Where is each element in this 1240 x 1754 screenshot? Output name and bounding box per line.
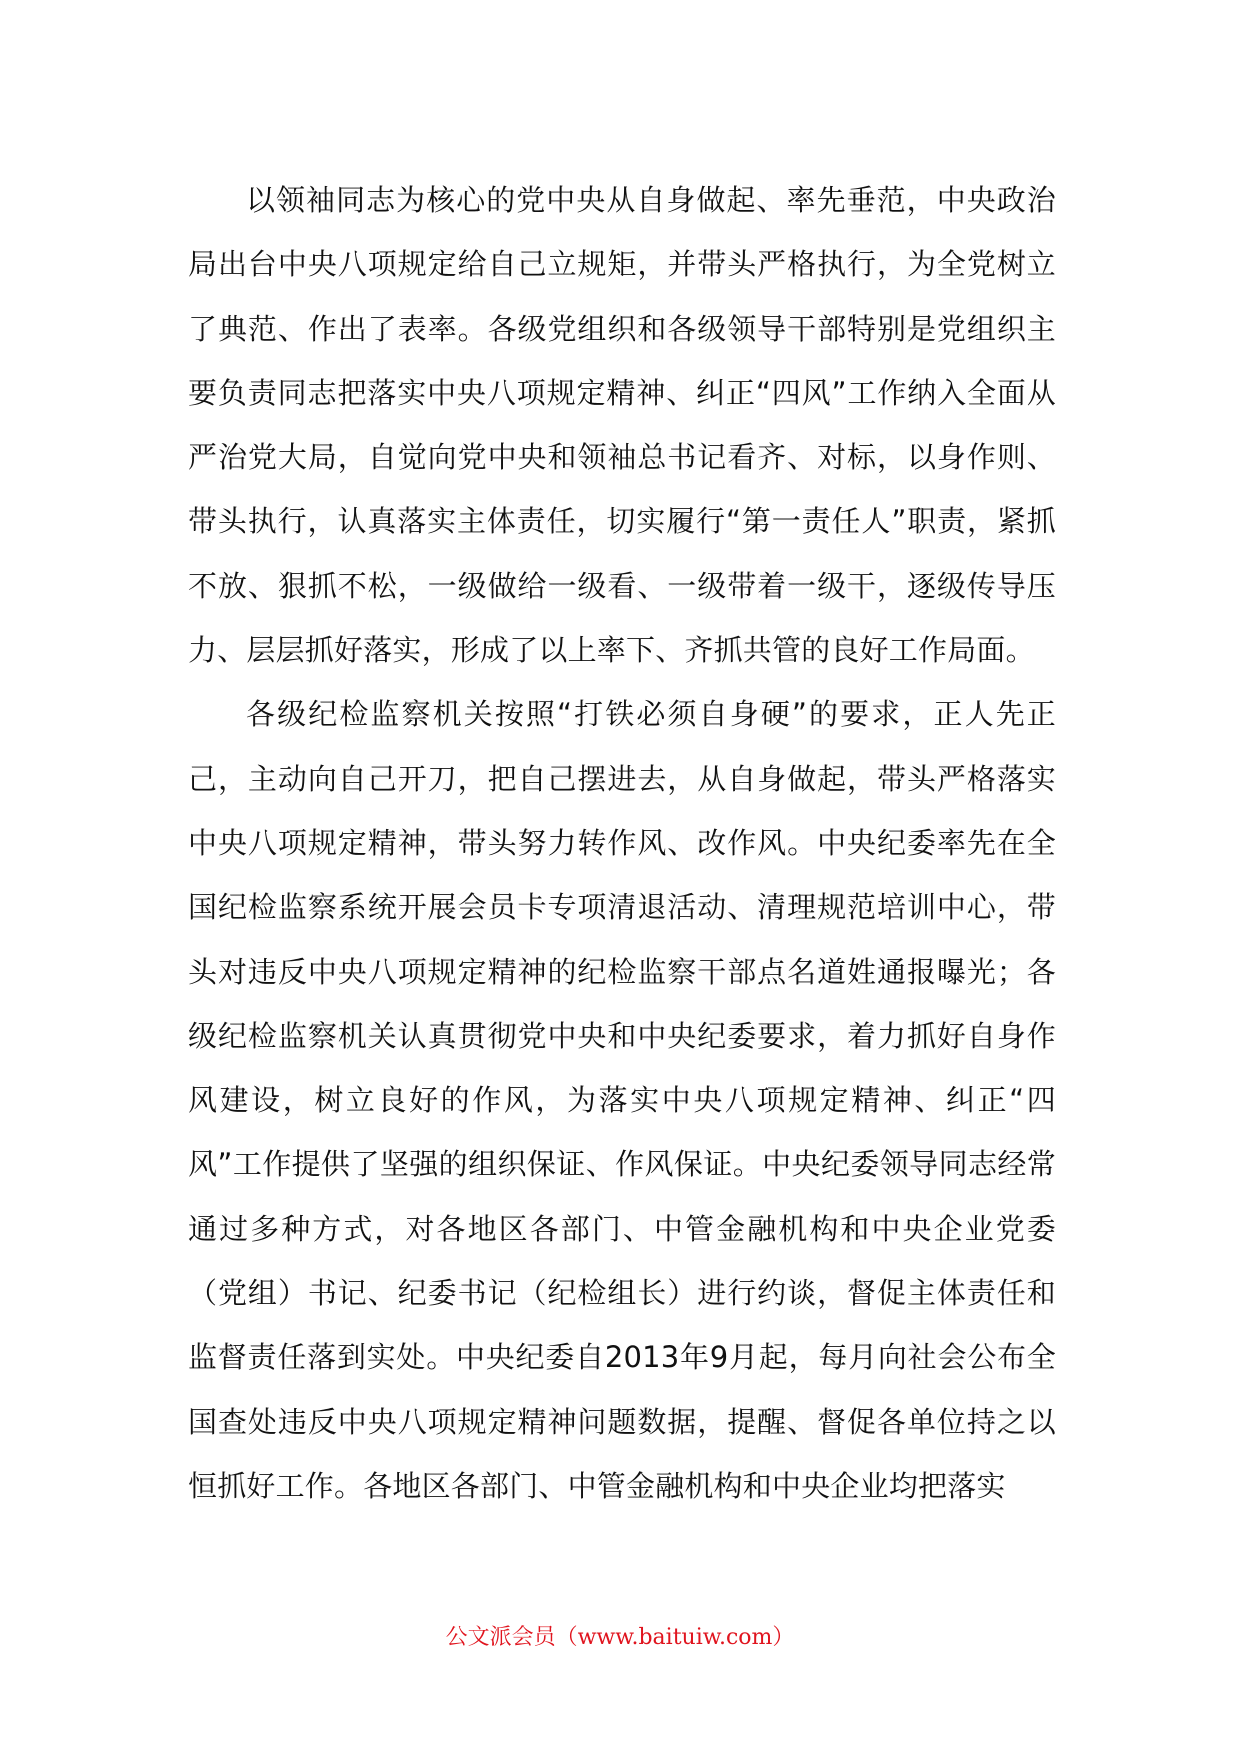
paragraph-2: 各级纪检监察机关按照“打铁必须自身硬”的要求，正人先正己，主动向自己开刀，把自己摆进去，从自身做起，带头严格落实中央八项规定精神，带头努力转作风、改作风。中央纪委率先在全国纪检监察系统开展会员卡专项清退活动、清理规范培训中心，带头对违反中央八项规定精神的纪检监察干部点名道姓通报曝光；各级纪检监察机关认真贯彻党中央和中央纪委要求，着力抓好自身作风建设，树立良好的作风，为落实中央八项规定精神、纠正“四风”工作提供了坚强的组织保证、作风保证。中央纪委领导同志经常通过多种方式，对各地区各部门、中管金融机构和中央企业党委（党组）书记、纪委书记（纪检组长）进行约谈，督促主体责任和监督责任落到实处。中央纪委自2013年9月起，每月向社会公布全国查处违反中央八项规定精神问题数据，提醒、督促各单位持之以恒抓好工作。各地区各部门、中管金融机构和中央企业均把落实 xyxy=(188,697,1056,1503)
document-body xyxy=(188,168,1056,1518)
paragraph-1: 以领袖同志为核心的党中央从自身做起、率先垂范，中央政治局出台中央八项规定给自己立规矩，并带头严格执行，为全党树立了典范、作出了表率。各级党组织和各级领导干部特别是党组织主要负责同志把落实中央八项规定精神、纠正“四风”工作纳入全面从严治党大局，自觉向党中央和领袖总书记看齐、对标，以身作则、带头执行，认真落实主体责任，切实履行“第一责任人”职责，紧抓不放、狠抓不松，一级做给一级看、一级带着一级干，逐级传导压力、层层抓好落实，形成了以上率下、齐抓共管的良好工作局面。 xyxy=(188,183,1056,668)
footer-watermark: 公文派会员（www.baituiw.com） xyxy=(445,1625,795,1650)
